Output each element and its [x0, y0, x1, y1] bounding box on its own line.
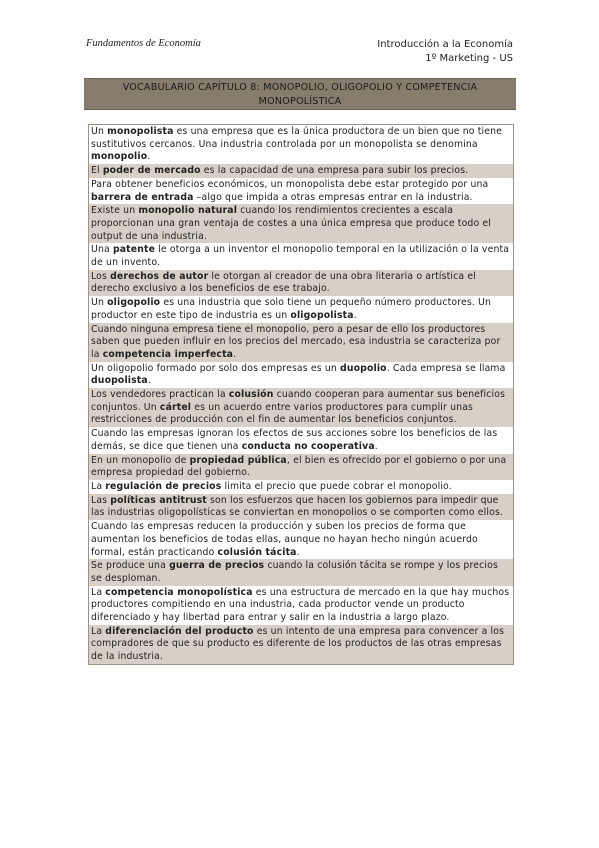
vocabulary-entry: [89, 178, 513, 204]
definition-text: limita el precio que puede cobrar el monopolio.: [221, 480, 452, 492]
definition-text: es una estructura de mercado en la que hay muchos productores compitiendo en una industria, cada productor vende un producto diferenciado y hay libertad para entrar y salir en la industria a largo plazo.: [91, 586, 510, 624]
definition-text: Se produce una: [91, 560, 170, 572]
course-info: [377, 38, 513, 66]
vocabulary-entry: [89, 362, 513, 388]
vocabulary-entry: [89, 243, 513, 269]
vocabulary-entry: [89, 520, 513, 559]
vocabulary-entry: [89, 480, 513, 494]
chapter-title-line2: MONOPOLÍSTICA: [258, 96, 342, 107]
definition-text: es la capacidad de una empresa para subir los precios.: [200, 165, 469, 177]
vocabulary-entry: [89, 270, 513, 296]
term: monopolio: [91, 151, 148, 163]
term: propiedad pública: [189, 454, 287, 466]
vocabulary-entry: [89, 296, 513, 322]
vocabulary-entry: [89, 164, 513, 178]
definition-text: .: [353, 309, 357, 321]
definition-text: Cuando ninguna empresa tiene el monopolio, pero a pesar de ello los productores saben que pueden influir en los precios del mercado, esa industria se caracteriza por la: [91, 323, 501, 360]
course-title: Fundamentos de Economía: [86, 38, 201, 49]
term: políticas antitrust: [110, 494, 207, 506]
definition-text: es un acuerdo entre varios productores para cumplir unas restricciones de producción con el fin de aumentar los beneficios conjuntos.: [91, 401, 474, 426]
definition-text: Existe un: [91, 205, 139, 217]
definition-text: La: [91, 586, 106, 598]
vocabulary-entry: [89, 125, 513, 164]
definition-text: –algo que impida a otras empresas entrar en la industria.: [193, 191, 473, 203]
definition-text: La: [91, 625, 106, 637]
term: monopolio natural: [138, 205, 238, 217]
definition-text: es una industria que solo tiene un pequeño número productores. Un productor en este tipo de industria es un: [91, 297, 492, 321]
definition-text: .: [374, 440, 378, 452]
subject-name: Introducción a la Economía: [377, 39, 513, 50]
definition-text: es un intento de una empresa para convencer a los compradores de que su producto es diferente de los productos de las otras empresas de la industria.: [91, 625, 505, 663]
definition-text: Las: [91, 494, 111, 506]
chapter-title: [84, 78, 516, 110]
term: regulación de precios: [105, 480, 222, 492]
term: diferenciación del producto: [105, 625, 254, 637]
definition-text: .: [147, 151, 151, 163]
definition-text: La: [91, 480, 106, 492]
vocabulary-entry: [89, 204, 513, 243]
definition-text: Para obtener beneficios económicos, un monopolista debe estar protegido por una: [91, 178, 489, 190]
definition-text: Cuando las empresas reducen la producción y suben los precios de forma que aumentan los beneficios de todas ellas, aunque no hayan hecho ningún acuerdo formal, están practicando: [91, 521, 478, 558]
vocabulary-entry: [89, 388, 513, 427]
definition-text: cuando los rendimientos crecientes a escala proporcionan una gran ventaja de costes a una única empresa que produce todo el output de una industria.: [91, 205, 492, 242]
definition-text: .: [296, 546, 300, 558]
term: oligopolio: [107, 297, 161, 309]
vocabulary-entry: [89, 586, 513, 625]
term: cártel: [159, 401, 192, 413]
vocabulary-entry: [89, 625, 513, 664]
definition-text: El: [91, 165, 103, 177]
definition-text: cuando la colusión tácita se rompe y los precios se desploman.: [91, 560, 498, 584]
term: duopolista: [91, 375, 148, 387]
term: barrera de entrada: [91, 191, 194, 203]
vocabulary-entry: [89, 454, 513, 480]
definition-text: cuando cooperan para aumentar sus beneficios conjuntos. Un: [91, 389, 506, 413]
definition-text: .: [233, 348, 237, 360]
term: poder de mercado: [102, 165, 201, 177]
vocabulary-entry: [89, 323, 513, 362]
definition-text: Cuando las empresas ignoran los efectos de sus acciones sobre los beneficios de las demás, se dice que tienen una: [91, 428, 498, 452]
definition-text: . Cada empresa se llama: [386, 362, 506, 374]
definition-text: es una empresa que es la única productora de un bien que no tiene sustitutivos cercanos. Una industria controlada por un monopolista se denomina: [91, 126, 503, 150]
vocabulary-entry: [89, 559, 513, 585]
term: duopolio: [340, 362, 387, 374]
term: oligopolista: [290, 309, 354, 321]
definition-text: En un monopolio de: [91, 454, 190, 466]
term: guerra de precios: [169, 560, 265, 572]
definition-text: .: [147, 375, 151, 387]
definition-text: Una: [91, 244, 113, 256]
vocabulary-entry: [89, 494, 513, 520]
term: competencia imperfecta: [102, 348, 234, 360]
definition-text: Los: [91, 270, 111, 282]
term: derechos de autor: [110, 270, 209, 282]
vocabulary-entry: [89, 427, 513, 453]
chapter-title-line1: VOCABULARIO CAPÍTULO 8: MONOPOLIO, OLIGOPOLIO Y COMPETENCIA: [122, 82, 478, 93]
definition-text: le otorgan al creador de una obra literaria o artística el derecho exclusivo a los beneficios de ese trabajo.: [91, 270, 476, 295]
term: patente: [112, 244, 156, 256]
vocabulary-table: [88, 124, 514, 665]
definition-text: Un: [91, 126, 108, 137]
term: colusión: [228, 389, 274, 401]
definition-text: , el bien es ofrecido por el gobierno o por una empresa propiedad del gobierno.: [91, 454, 507, 479]
definition-text: son los esfuerzos que hacen los gobiernos para impedir que las industrias oligopolísticas se conviertan en monopolios o se comporten como ellos.: [91, 494, 504, 519]
definition-text: Los vendedores practican la: [91, 389, 229, 401]
term: monopolista: [107, 126, 174, 137]
term: competencia monopolística: [105, 586, 253, 598]
term: colusión tácita: [217, 546, 297, 558]
degree-label: 1º Marketing - US: [425, 53, 513, 64]
definition-text: Un: [91, 297, 108, 309]
definition-text: le otorga a un inventor el monopolio temporal en la utilización o la venta de un invento.: [91, 244, 510, 269]
definition-text: Un oligopolio formado por solo dos empresas es un: [91, 362, 341, 374]
term: conducta no cooperativa: [241, 440, 375, 452]
